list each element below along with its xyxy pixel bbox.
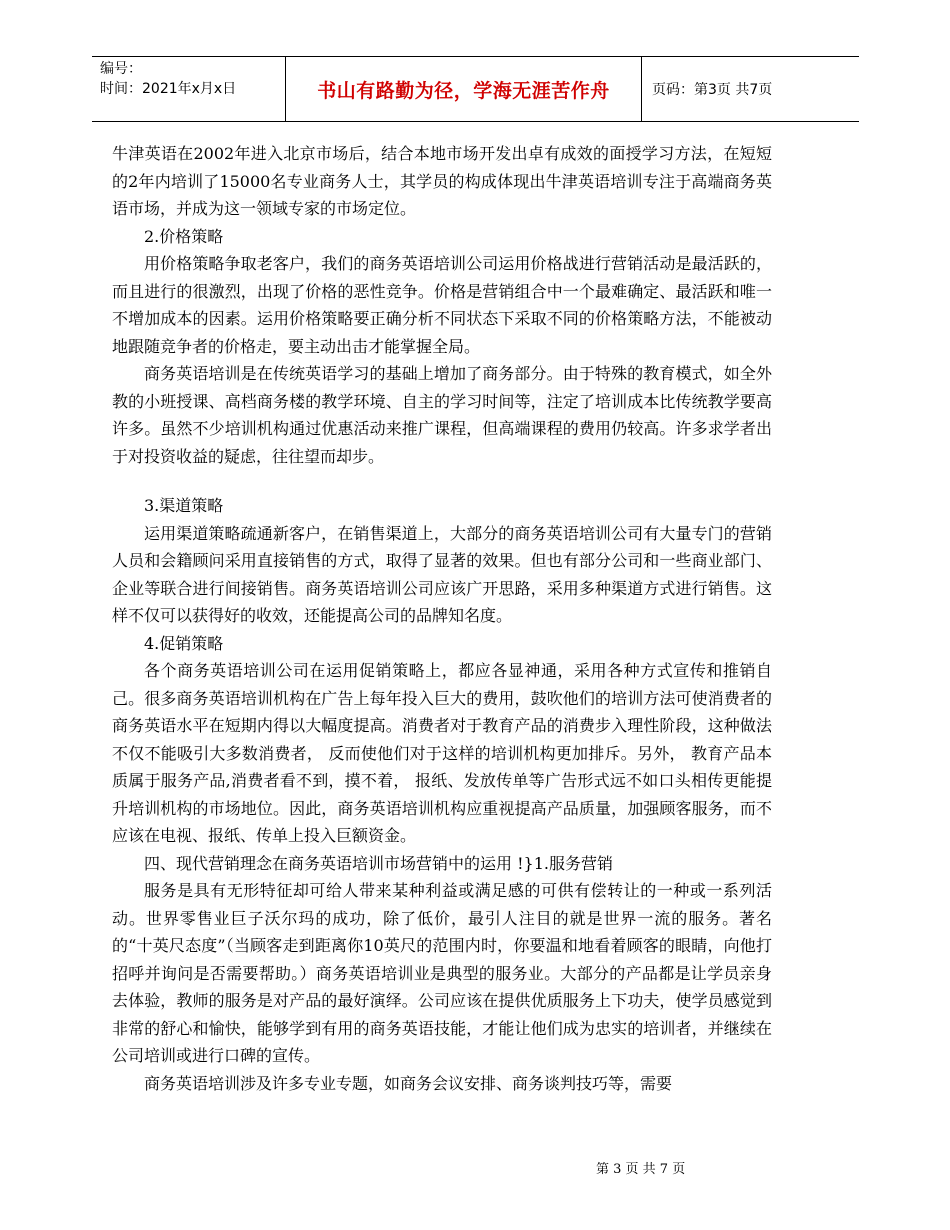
header-motto: 书山有路勤为径，学海无涯苦作舟	[317, 79, 610, 102]
paragraph-business-topics: 商务英语培训涉及许多专业专题，如商务会议安排、商务谈判技巧等，需要	[144, 1073, 673, 1093]
section-heading-promotion-strategy: 4.促销策略	[144, 633, 224, 653]
section-heading-price-strategy: 2.价格策略	[144, 226, 224, 246]
header-meta	[92, 57, 285, 121]
header-page-info: 页码：第3页 共7页	[652, 82, 773, 98]
document-time: 时间：2021年x月x日	[100, 81, 237, 97]
header-motto-cell	[285, 57, 642, 121]
paragraph-price-strategy: 用价格策略争取老客户，我们的商务英语培训公司运用价格战进行营销活动是最活跃的，而且进行的很激烈，出现了价格的恶性竞争。价格是营销组合中一个最难确定、最活跃和唯一不增加成本的因素。运用价格策略要正确分析不同状态下采取不同的价格策略方法，不能被动地跟随竞争者的价格走，要主动出击才能掌握全局。	[112, 254, 772, 356]
paragraph-service-marketing: 服务是具有无形特征却可给人带来某种利益或满足感的可供有偿转让的一种或一系列活动。世界零售业巨子沃尔玛的成功，除了低价，最引人注目的就是世界一流的服务。著名的“十英尺态度”（当顾客走到距离你10英尺的范围内时，你要温和地看着顾客的眼睛，向他打招呼并询问是否需要帮助。）商务英语培训业是典型的服务业。大部分的产品都是让学员亲身去体验，教师的服务是对产品的最好演绎。公司应该在提供优质服务上下功夫，使学员感觉到非常的舒心和愉快，能够学到有用的商务英语技能，才能让他们成为忠实的培训者，并继续在公司培训或进行口碑的宣传。	[112, 881, 772, 1065]
page-header	[92, 56, 859, 122]
paragraph-intro: 牛津英语在2002年进入北京市场后，结合本地市场开发出卓有成效的面授学习方法，在短短的2年内培训了15000名专业商务人士，其学员的构成体现出牛津英语培训专注于高端商务英语市场，并成为这一领域专家的市场定位。	[112, 144, 772, 218]
section-heading-channel-strategy: 3.渠道策略	[144, 496, 224, 515]
paragraph-gap	[112, 470, 772, 492]
footer-page-number: 第 3 页 共 7 页	[596, 1162, 686, 1177]
document-number-label: 编号：	[100, 61, 142, 77]
header-page-info-cell	[642, 57, 859, 121]
paragraph-channel-strategy: 运用渠道策略疏通新客户，在销售渠道上，大部分的商务英语培训公司有大量专门的营销人员和会籍顾问采用直接销售的方式，取得了显著的效果。但也有部分公司和一些商业部门、企业等联合进行间接销售。商务英语培训公司应该广开思路，采用多种渠道方式进行销售。这样不仅可以获得好的收效，还能提高公司的品牌知名度。	[112, 523, 772, 625]
paragraph-training-cost: 商务英语培训是在传统英语学习的基础上增加了商务部分。由于特殊的教育模式，如全外教的小班授课、高档商务楼的教学环境、自主的学习时间等，注定了培训成本比传统教学要高许多。虽然不少培训机构通过优惠活动来推广课程，但高端课程的费用仍较高。许多求学者出于对投资收益的疑虑，往往望而却步。	[112, 364, 772, 466]
paragraph-promotion-strategy: 各个商务英语培训公司在运用促销策略上，都应各显神通，采用各种方式宣传和推销自己。很多商务英语培训机构在广告上每年投入巨大的费用，鼓吹他们的培训方法可使消费者的商务英语水平在短期内得以大幅度提高。消费者对于教育产品的消费步入理性阶段，这种做法不仅不能吸引大多数消费者， 反而使他们对于这样的培训机构更加排斥。另外， 教育产品本质属于服务产品,消费者看不到，摸不着， 报纸、发放传单等广告形式远不如口头相传更能提升培训机构的市场地位。因此，商务英语培训机构应重视提高产品质量，加强顾客服务，而不应该在电视、报纸、传单上投入巨额资金。	[112, 661, 772, 845]
document-body	[112, 140, 772, 1097]
section-heading-modern-marketing: 四、现代营销理念在商务英语培训市场营销中的运用 !}1.服务营销	[144, 853, 613, 873]
